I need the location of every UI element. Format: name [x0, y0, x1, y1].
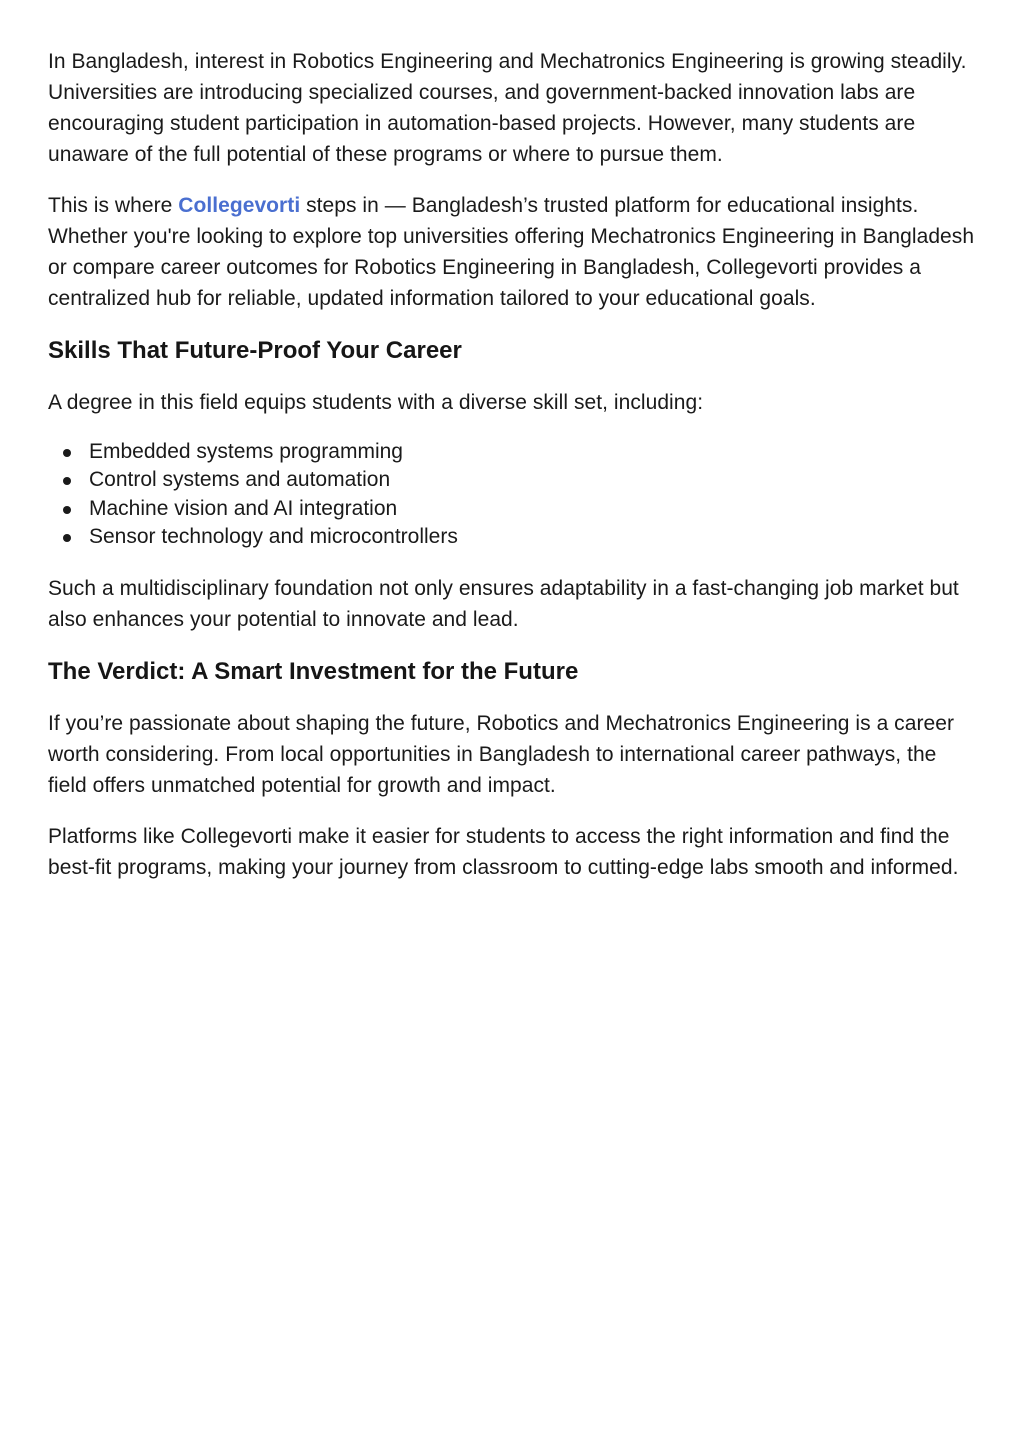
collegevorti-link[interactable]: Collegevorti: [178, 194, 301, 217]
skills-list: [48, 438, 978, 551]
list-item: [89, 466, 978, 494]
skills-heading: Skills That Future-Proof Your Career: [48, 337, 462, 364]
collegevorti-paragraph-lead: This is where: [48, 194, 179, 217]
bullet-icon: [63, 477, 71, 485]
skill-label: Embedded systems programming: [89, 440, 403, 463]
list-item: [89, 495, 978, 523]
list-item: [89, 523, 978, 551]
skill-label: Sensor technology and microcontrollers: [89, 524, 458, 548]
skills-intro-paragraph: A degree in this field equips students with a diverse skill set, including:: [48, 391, 704, 414]
skill-label: Machine vision and AI integration: [89, 496, 398, 520]
collegevorti-paragraph-rest: steps in — Bangladesh’s trusted platform for educational insights. Whether you're looking to explore top universities offering Mechatronics Engineering in Bangladesh or compare career outcomes for Robotics Engineering in Bangladesh, Collegevorti provides a centralized hub for reliable, updated information tailored to your educational goals.: [48, 194, 975, 310]
bullet-icon: [63, 534, 71, 542]
verdict-paragraph: If you’re passionate about shaping the future, Robotics and Mechatronics Engineering is a career worth considering. From local opportunities in Bangladesh to international career pathways, the field offers unmatched potential for growth and impact.: [48, 712, 955, 798]
intro-paragraph: In Bangladesh, interest in Robotics Engineering and Mechatronics Engineering is growing steadily. Universities are introducing specialized courses, and government-backed innovation labs are encouraging student participation in automation-based projects. However, many students are unaware of the full potential of these programs or where to pursue them.: [48, 50, 967, 166]
article-body: [48, 46, 978, 903]
list-item: [89, 438, 978, 466]
verdict-heading: The Verdict: A Smart Investment for the Future: [48, 658, 579, 686]
skills-outro-paragraph: Such a multidisciplinary foundation not only ensures adaptability in a fast-changing job market but also enhances your potential to innovate and lead.: [48, 577, 959, 632]
bullet-icon: [63, 506, 71, 514]
closing-paragraph: Platforms like Collegevorti make it easier for students to access the right information and find the best-fit programs, making your journey from classroom to cutting-edge labs smooth and informed.: [48, 825, 959, 880]
bullet-icon: [63, 449, 71, 457]
collegevorti-paragraph: [48, 190, 978, 314]
skill-label: Control systems and automation: [89, 468, 391, 492]
